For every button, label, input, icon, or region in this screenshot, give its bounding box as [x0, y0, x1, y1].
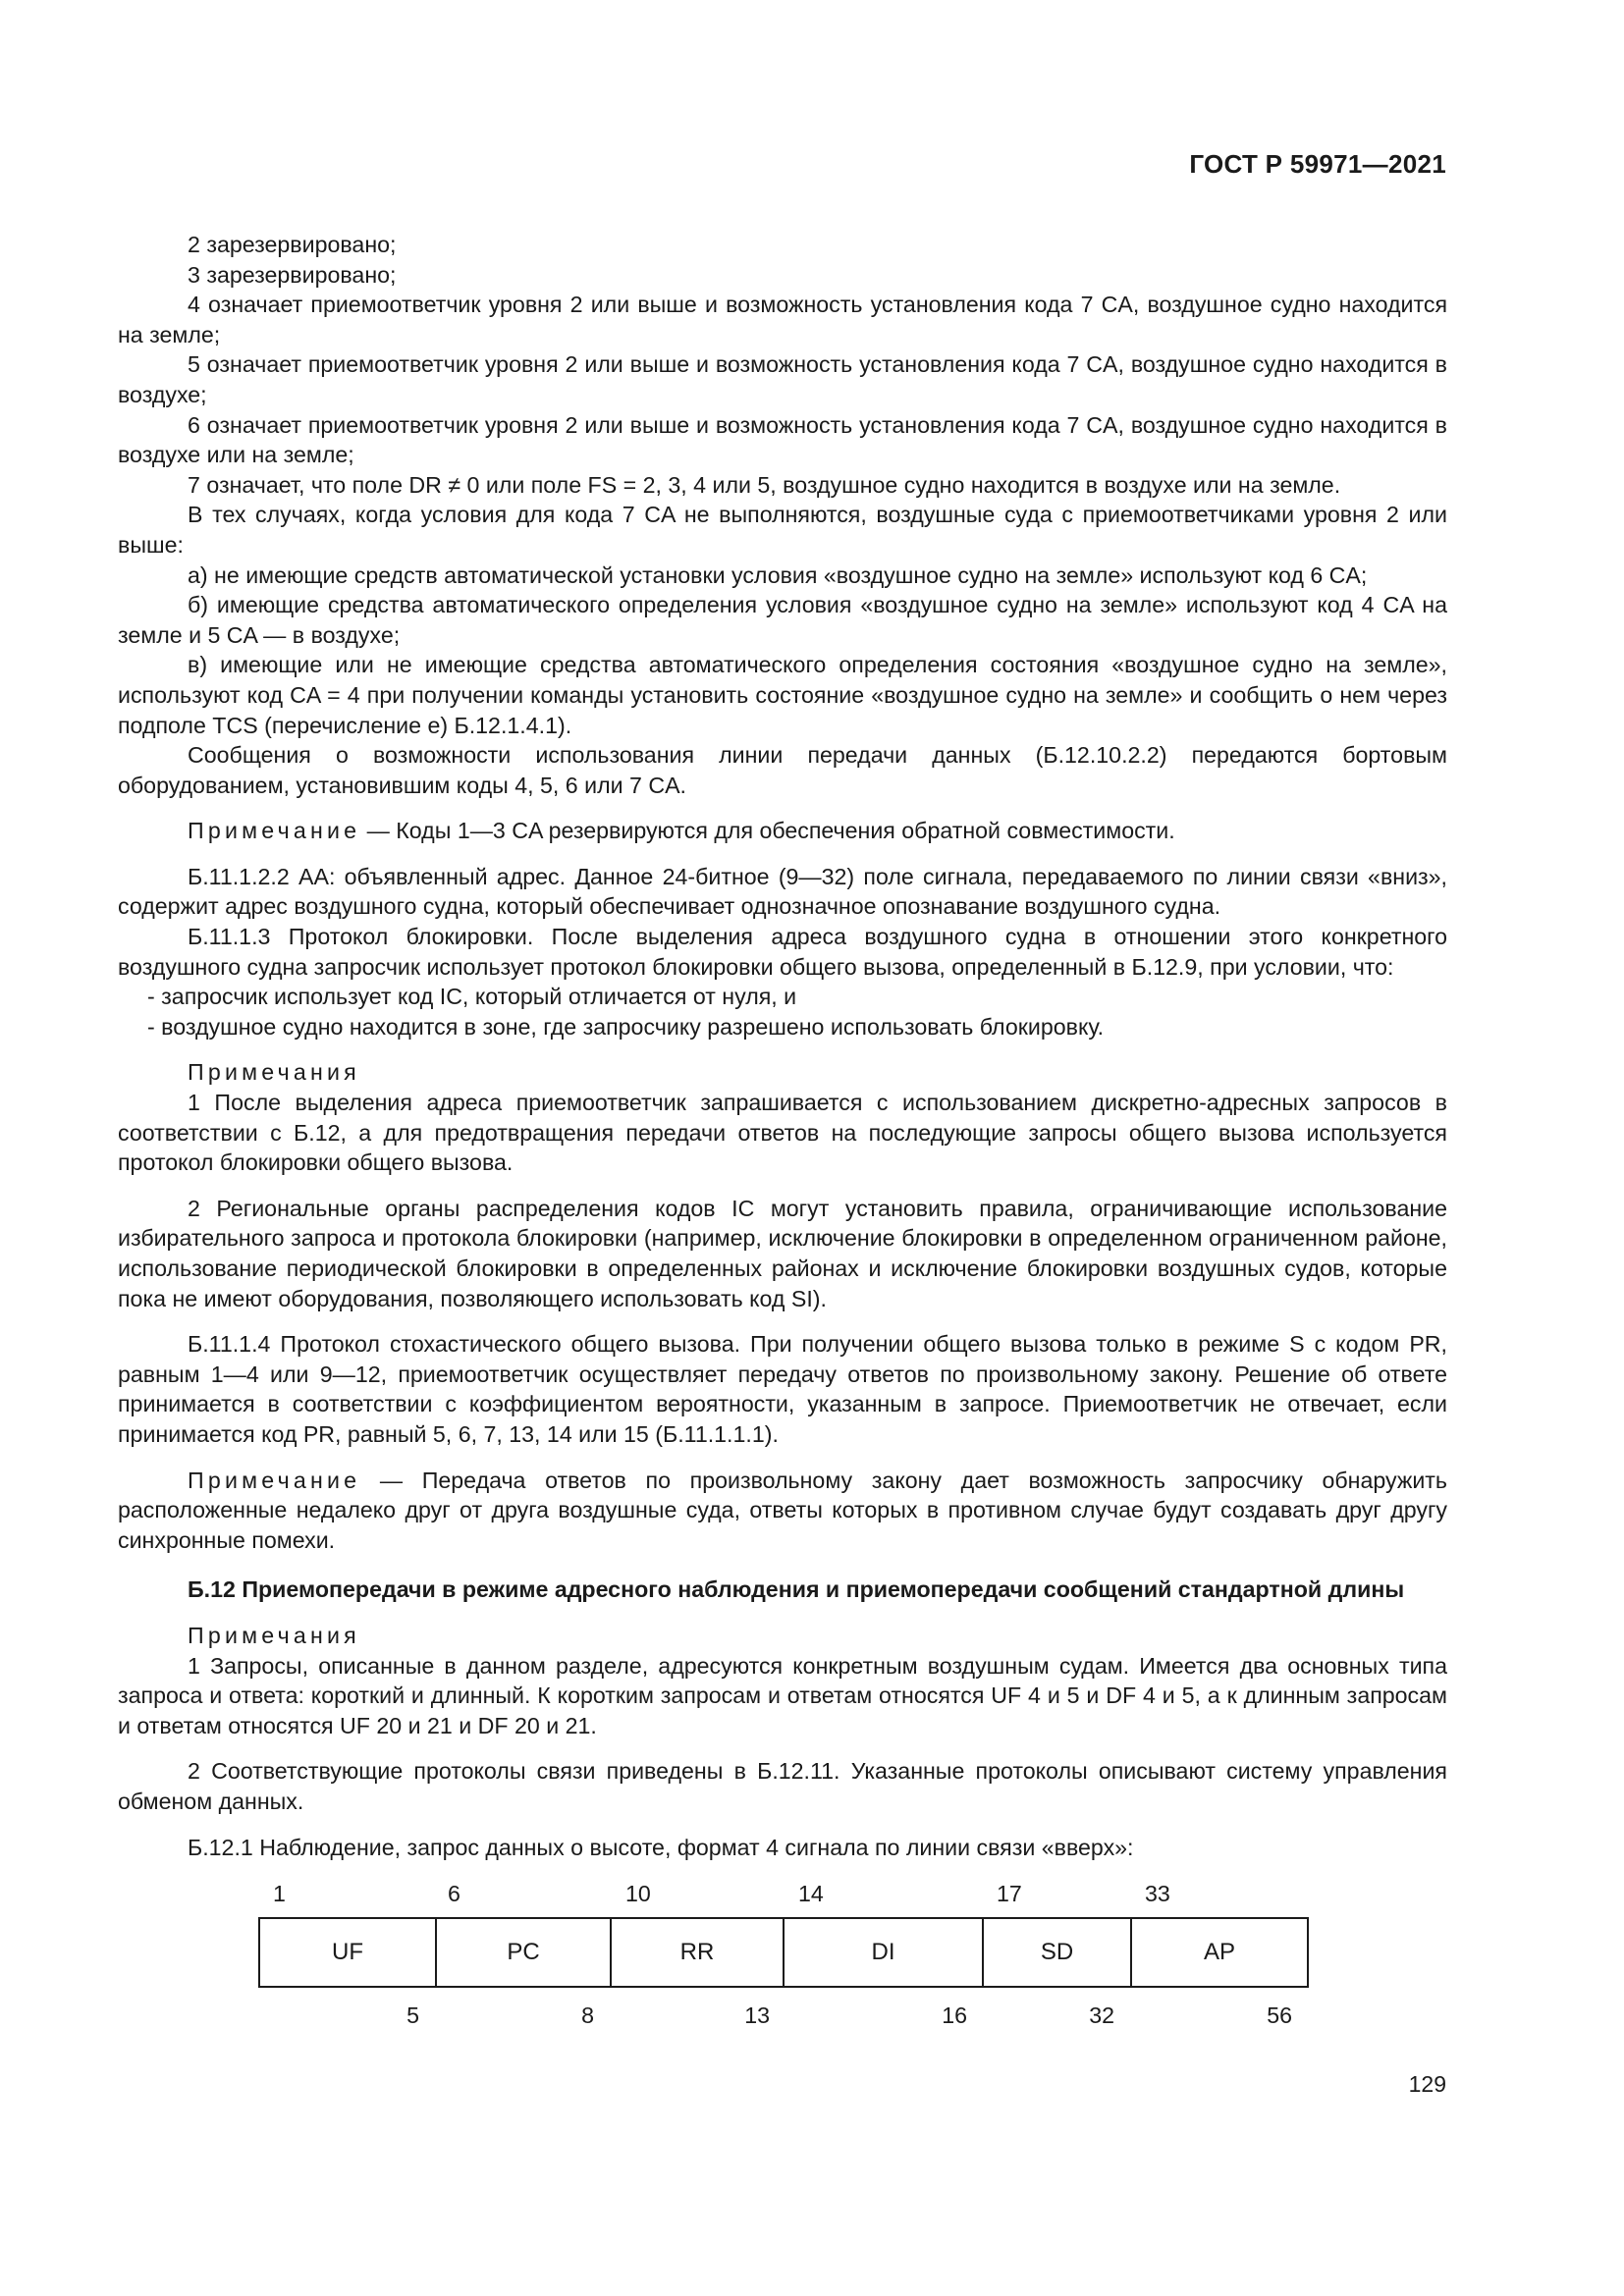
paragraph: 3 зарезервировано; [188, 261, 397, 288]
dash-item: - запросчик использует код IC, который отличается от нуля, и [147, 984, 797, 1010]
section-heading: Б.12 Приемопередачи в режиме адресного наблюдения и приемопередачи сообщений стандартной длины [188, 1576, 1405, 1603]
notes-label: Примечания [188, 1059, 360, 1086]
bit-start-label: 1 [273, 1881, 286, 1906]
paragraph: б) имеющие средства автоматического определения условия «воздушное судно на земле» используют код 4 CA на земле и 5 CA — в воздухе; [118, 592, 1447, 648]
paragraph: а) не имеющие средств автоматической установки условия «воздушное судно на земле» используют код 6 CA; [188, 561, 1368, 588]
note-label: Примечание [188, 818, 361, 844]
field-di: DI [785, 1919, 984, 1986]
note-text: — Передача ответов по произвольному закону дает возможность запросчику обнаружить расположенные недалеко друг от друга воздушные суда, ответы которых в противном случае будут создавать друг другу синхронные помехи. [118, 1467, 1447, 1553]
paragraph: в) имеющие или не имеющие средства автоматического определения состояния «воздушное судно на земле», используют код CA = 4 при получении команды установить состояние «воздушное судно на земле» и сообщить о нем через подполе TCS (перечисление е) Б.12.1.4.1). [118, 652, 1447, 738]
note-item: 2 Соответствующие протоколы связи приведены в Б.12.11. Указанные протоколы описывают систему управления обменом данных. [118, 1758, 1447, 1814]
bit-start-label: 6 [448, 1881, 460, 1906]
note-item: 1 Запросы, описанные в данном разделе, адресуются конкретным воздушным судам. Имеется два основных типа запроса и ответа: короткий и длинный. К коротким запросам и ответам относятся UF 4 и 5 и DF 4 и 5, а к длинным запросам и ответам относятся UF 20 и 21 и DF 20 и 21. [118, 1652, 1447, 1738]
note-text: — Коды 1—3 CA резервируются для обеспечения обратной совместимости. [360, 818, 1175, 844]
paragraph: 4 означает приемоответчик уровня 2 или выше и возможность установления кода 7 CA, воздушное судно находится на земле; [118, 292, 1447, 347]
field-sd: SD [984, 1919, 1132, 1986]
paragraph: 2 зарезервировано; [188, 232, 397, 257]
dash-item: - воздушное судно находится в зоне, где запросчику разрешено использовать блокировку. [147, 1013, 1105, 1040]
paragraph: 6 означает приемоответчик уровня 2 или выше и возможность установления кода 7 CA, воздушное судно находится в воздухе или на земле; [118, 411, 1447, 468]
bit-start-label: 14 [798, 1881, 824, 1906]
paragraph-lock: Б.11.1.3 Протокол блокировки. После выделения адреса воздушного судна в отношении этого конкретного воздушного судна запросчик использует протокол блокировки общего вызова, определенный в Б.12.9, при условии, что: [118, 924, 1447, 980]
bit-end-label: 16 [942, 2002, 967, 2028]
notes-label: Примечания [188, 1622, 360, 1648]
field-pc: PC [437, 1919, 612, 1986]
bit-end-labels [118, 1881, 1447, 2048]
paragraph: 7 означает, что поле DR ≠ 0 или поле FS = 2, 3, 4 или 5, воздушное судно находится в воздухе или на земле. [188, 471, 1341, 498]
paragraph-b12-1: Б.12.1 Наблюдение, запрос данных о высоте, формат 4 сигнала по линии связи «вверх»: [188, 1834, 1134, 1860]
bit-start-label: 33 [1145, 1881, 1170, 1906]
note [118, 1466, 1447, 1556]
bit-start-label: 10 [625, 1881, 651, 1906]
field-uf: UF [260, 1919, 437, 1986]
note-label: Примечание [188, 1467, 361, 1493]
field-rr: RR [612, 1919, 785, 1986]
paragraph-aa: Б.11.1.2.2 AA: объявленный адрес. Данное 24-битное (9—32) поле сигнала, передаваемого по линии связи «вниз», содержит адрес воздушного судна, который обеспечивает однозначное опознавание воздушного судна. [118, 863, 1447, 920]
page-number: 129 [1408, 2071, 1446, 2097]
bit-end-label: 8 [581, 2002, 594, 2028]
note-item: 2 Региональные органы распределения кодов IC могут установить правила, ограничивающие использование избирательного запроса и протокола блокировки (например, исключение блокировки в определенном ограниченном районе, использование периодической блокировки в определенных районах и исключение блокировки воздушных судов, которые пока не имеют оборудования, позволяющего использовать код SI). [118, 1195, 1447, 1311]
bit-end-label: 32 [1089, 2002, 1114, 2028]
note [118, 816, 1447, 846]
bit-end-label: 13 [744, 2002, 770, 2028]
note-item: 1 После выделения адреса приемоответчик запрашивается с использованием дискретно-адресных запросов в соответствии с Б.12, а для предотвращения передачи ответов на последующие запросы общего вызова используется протокол блокировки общего вызова. [118, 1090, 1447, 1176]
paragraph-stochastic: Б.11.1.4 Протокол стохастического общего вызова. При получении общего вызова только в режиме S с кодом PR, равным 1—4 или 9—12, приемоответчик осуществляет передачу ответов по произвольному закону. Решение об ответе принимается в соответствии с коэффициентом вероятности, указанным в запросе. Приемоответчик не отвечает, если принимается код PR, равный 5, 6, 7, 13, 14 или 15 (Б.11.1.1.1). [118, 1331, 1447, 1447]
document-id: ГОСТ Р 59971—2021 [1189, 149, 1446, 179]
paragraph: 5 означает приемоответчик уровня 2 или выше и возможность установления кода 7 CA, воздушное судно находится в воздухе; [118, 351, 1447, 407]
paragraph: В тех случаях, когда условия для кода 7 CA не выполняются, воздушные суда с приемоответчиками уровня 2 или выше: [118, 502, 1447, 558]
field-ap: AP [1203, 1939, 1235, 1965]
bit-start-label: 17 [997, 1881, 1022, 1906]
bit-end-label: 5 [406, 2002, 419, 2028]
bit-end-label: 56 [1267, 2002, 1292, 2028]
paragraph: Сообщения о возможности использования линии передачи данных (Б.12.10.2.2) передаются бортовым оборудованием, установившим коды 4, 5, 6 или 7 CA. [118, 742, 1447, 798]
page-body [118, 230, 1447, 1862]
